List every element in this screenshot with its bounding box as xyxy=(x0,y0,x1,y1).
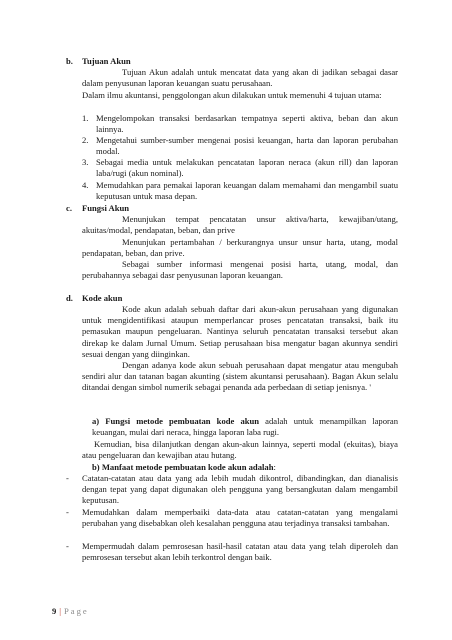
section-d-label: d. xyxy=(66,293,73,303)
section-b-label: b. xyxy=(66,56,73,66)
section-c-paragraph-1: Menunjukan tempat pencatatan unsur aktiva/harta, kewajiban/utang, akuitas/modal, pendapatan, beban, dan prive xyxy=(82,214,398,236)
subsection-b-colon: : xyxy=(273,462,276,472)
bullet-text: Mempermudah dalam pemrosesan hasil-hasil catatan atau data yang telah diperoleh dan pemrosesan tersebut akan lebih terkontrol dengan baik. xyxy=(82,541,398,563)
subsection-b-label: b) xyxy=(92,462,100,472)
list-text: Mengetahui sumber-sumber mengenai posisi keuangan, harta dan laporan perubahan modal. xyxy=(96,135,398,157)
subsection-a xyxy=(92,416,398,438)
section-c-paragraph-2: Menunjukan pertambahan / berkurangnya unsur unsur harta, utang, modal pendapatan, beban, dan prive. xyxy=(82,237,398,259)
section-d-title: Kode akun xyxy=(82,293,123,303)
section-b-list-item xyxy=(82,113,398,135)
page-word: Page xyxy=(64,606,89,616)
subsection-a-text: adalah untuk menampilkan laporan keuangan, mulai dari neraca, hingga laporan laba rugi. xyxy=(92,416,398,438)
list-number: 2. xyxy=(82,135,89,145)
bullet-mark: - xyxy=(66,507,69,517)
list-number: 3. xyxy=(82,157,89,167)
subsection-a-label: a) xyxy=(92,416,100,426)
section-b-paragraph-2: Dalam ilmu akuntansi, penggolongan akun dilakukan untuk memenuhi 4 tujuan utama: xyxy=(82,90,382,100)
bullet-mark: - xyxy=(66,473,69,483)
section-c-paragraph-3: Sebagai sumber informasi mengenai posisi harta, utang, modal, dan perubahannya sebagai dasr penyusunan laporan keuangan. xyxy=(82,259,398,281)
page-number: 9 xyxy=(52,606,57,616)
list-text: Sebagai media untuk melakukan pencatatan laporan neraca (akun rill) dan laporan laba/rugi (akun nominal). xyxy=(96,157,398,179)
list-number: 4. xyxy=(82,180,89,190)
bullet-item xyxy=(66,541,398,563)
subsection-a-title: Fungsi metode pembuatan kode akun xyxy=(105,416,260,426)
section-b-list-item xyxy=(82,157,398,179)
section-b-paragraph-1: Tujuan Akun adalah untuk mencatat data yang akan di jadikan sebagai dasar dalam penyusunan laporan keuangan suatu perusahaan. xyxy=(82,67,398,89)
subsection-b xyxy=(92,462,398,473)
section-b-title: Tujuan Akun xyxy=(82,56,131,66)
footer-separator: | xyxy=(59,606,62,616)
subsection-b-title: Manfaat metode pembuatan kode akun adalah xyxy=(101,462,274,472)
section-c-label: c. xyxy=(66,203,72,213)
section-c-title: Fungsi Akun xyxy=(82,203,130,213)
section-d-paragraph-2: Dengan adanya kode akun sebuah perusahaan dapat mengatur atau mengubah sendiri alur dan tatanan bagan akunting (sistem akuntansi perusahaan). Bagan Akun selalu ditandai dengan simbol numerik sebagai penanda ada perbedaan di setiap jenisnya. ' xyxy=(82,360,398,393)
bullet-text: Memudahkan dalam memperbaiki data-data atau catatan-catatan yang mengalami perubahan yang disebabkan oleh kesalahan pengguna atau terjadinya transaksi tambahan. xyxy=(82,507,398,529)
list-number: 1. xyxy=(82,113,89,123)
subsection-a-paragraph: Kemudian, bisa dilanjutkan dengan akun-akun lainnya, seperti modal (ekuitas), biaya atau pengeluaran dan kewajiban atau hutang. xyxy=(82,439,398,461)
bullet-item xyxy=(66,473,398,507)
page-footer xyxy=(52,606,89,616)
bullet-item xyxy=(66,507,398,529)
section-b-list-item xyxy=(82,135,398,157)
list-text: Mengelompokan transaksi berdasarkan tempatnya seperti aktiva, beban dan akun lainnya. xyxy=(96,113,398,135)
section-d-paragraph-1: Kode akun adalah sebuah daftar dari akun-akun perusahaan yang digunakan untuk mengidentifikasi ataupun memperlancar proses pencatatan transaksi, baik itu pemasukan maupun pengeluaran. Nantinya seluruh pencatatan transaksi tersebut akan direkap ke dalam Jurnal Umum. Setiap perusahaan bisa mengatur bagan akunnya sendiri sesuai dengan yang diinginkan. xyxy=(82,304,398,359)
section-b-list-item xyxy=(82,180,398,202)
bullet-mark: - xyxy=(66,541,69,551)
bullet-text: Catatan-catatan atau data yang ada lebih mudah dikontrol, dibandingkan, dan dianalisis dengan tepat yang dapat digunakan oleh pengguna yang bersangkutan dalam mengambil keputusan. xyxy=(82,473,398,506)
list-text: Memudahkan para pemakai laporan keuangan dalam memahami dan mengambil suatu keputusan untuk masa depan. xyxy=(96,180,398,202)
